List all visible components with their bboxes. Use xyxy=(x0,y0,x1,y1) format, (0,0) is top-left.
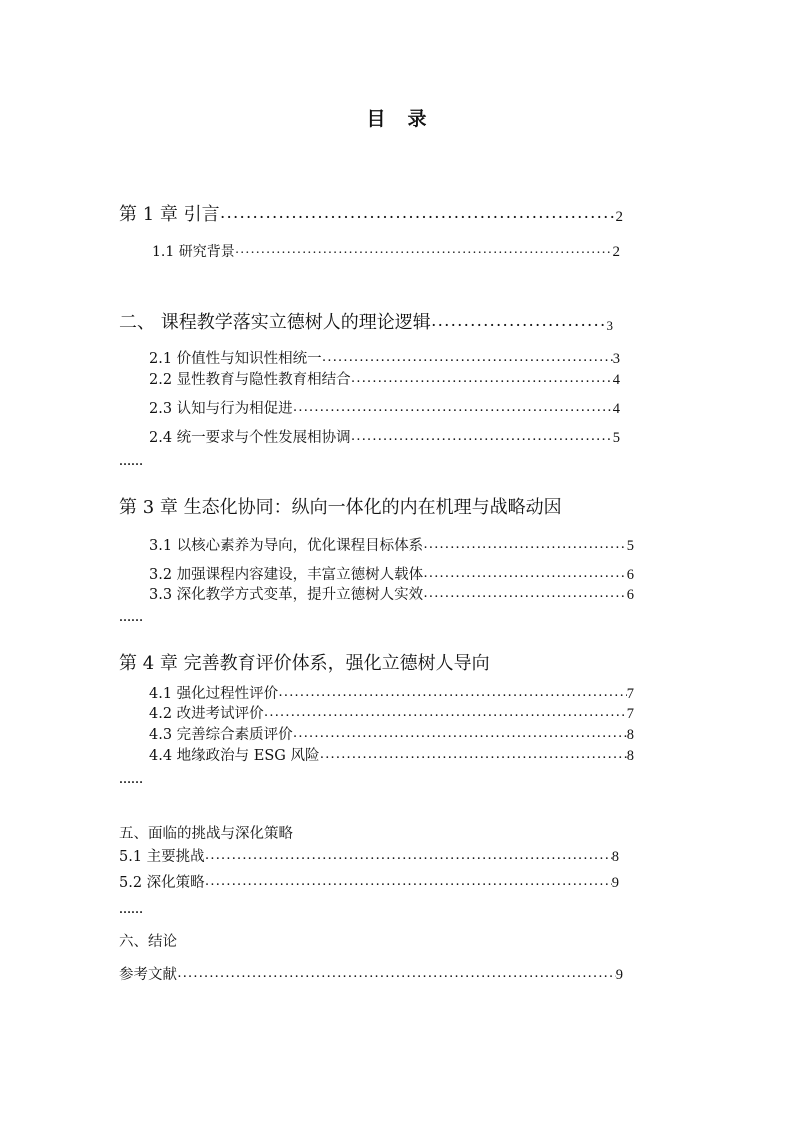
toc-entry-label: 4.3 完善综合素质评价 xyxy=(149,727,293,743)
toc-entry-chapter-4[interactable]: 第 4 章 完善教育评价体系，强化立德树人导向 xyxy=(119,653,490,674)
toc-entry-2-4[interactable] xyxy=(149,426,620,447)
toc-entry-chapter-6[interactable]: 六、结论 xyxy=(119,934,177,950)
toc-title-char-1: 目 xyxy=(366,108,386,130)
dot-leader xyxy=(293,730,627,745)
toc-entry-label: 4.2 改进考试评价 xyxy=(149,706,264,722)
toc-entry-label: 3.3 深化教学方式变革，提升立德树人实效 xyxy=(149,587,424,603)
dot-leader xyxy=(278,689,627,704)
toc-entry-label: 5.2 深化策略 xyxy=(119,875,205,891)
toc-entry-page: 8 xyxy=(626,748,634,764)
omitted-entries-ellipsis: …… xyxy=(119,902,143,916)
toc-entry-page: 6 xyxy=(626,567,634,583)
toc-entry-1-1[interactable] xyxy=(152,241,620,261)
toc-title xyxy=(0,104,793,131)
toc-entry-chapter-5[interactable]: 五、面临的挑战与深化策略 xyxy=(119,826,293,842)
toc-entry-label: 2.2 显性教育与隐性教育相结合 xyxy=(149,372,351,388)
toc-entry-label: 2.4 统一要求与个性发展相协调 xyxy=(149,430,351,446)
toc-entry-2-3[interactable] xyxy=(149,397,620,418)
toc-entry-chapter-3[interactable]: 第 3 章 生态化协同：纵向一体化的内在机理与战略动因 xyxy=(119,497,562,518)
toc-entry-page: 5 xyxy=(612,430,620,446)
toc-entry-label: 参考文献 xyxy=(119,967,177,983)
toc-entry-page: 2 xyxy=(615,209,623,225)
dot-leader xyxy=(351,433,613,448)
toc-entry-4-2[interactable] xyxy=(149,702,634,723)
toc-entry-label: 3.1 以核心素养为导向，优化课程目标体系 xyxy=(149,538,424,554)
toc-entry-chapter-1[interactable] xyxy=(119,200,623,226)
toc-entry-references[interactable] xyxy=(119,963,623,984)
dot-leader xyxy=(322,354,613,369)
toc-entry-label: 二、 课程教学落实立德树人的理论逻辑 xyxy=(119,312,431,333)
toc-entry-page: 3 xyxy=(612,351,620,367)
toc-entry-page: 7 xyxy=(626,706,634,722)
toc-entry-label: 5.1 主要挑战 xyxy=(119,849,205,865)
toc-entry-page: 4 xyxy=(612,401,620,417)
toc-entry-label: 4.1 强化过程性评价 xyxy=(149,686,279,702)
toc-entry-page: 3 xyxy=(606,318,613,333)
toc-entry-2-2[interactable] xyxy=(149,368,620,389)
toc-entry-label: 4.4 地缘政治与 ESG 风险 xyxy=(149,748,320,764)
toc-entry-label: 第 1 章 引言 xyxy=(119,204,220,225)
toc-entry-4-4[interactable] xyxy=(149,744,634,765)
toc-entry-label: 2.3 认知与行为相促进 xyxy=(149,401,293,417)
dot-leader xyxy=(423,590,627,605)
omitted-entries-ellipsis: …… xyxy=(119,610,143,624)
omitted-entries-ellipsis: …… xyxy=(119,454,143,468)
toc-entry-label: 3.2 加强课程内容建设，丰富立德树人载体 xyxy=(149,567,424,583)
toc-entry-4-1[interactable] xyxy=(149,682,634,703)
toc-entry-page: 9 xyxy=(611,875,619,891)
toc-entry-chapter-2[interactable] xyxy=(119,308,613,334)
dot-leader xyxy=(423,541,627,556)
toc-entry-4-3[interactable] xyxy=(149,723,634,744)
dot-leader xyxy=(264,709,627,724)
toc-entry-page: 4 xyxy=(612,372,620,388)
dot-leader xyxy=(205,852,612,867)
dot-leader xyxy=(220,208,616,226)
toc-entry-page: 5 xyxy=(626,538,634,554)
dot-leader xyxy=(177,970,616,985)
toc-entry-page: 6 xyxy=(626,587,634,603)
dot-leader xyxy=(293,404,613,419)
toc-entry-page: 8 xyxy=(626,727,634,743)
toc-entry-3-2[interactable] xyxy=(149,563,634,584)
toc-entry-page: 7 xyxy=(626,686,634,702)
toc-entry-label: 2.1 价值性与知识性相统一 xyxy=(149,351,322,367)
toc-entry-5-2[interactable] xyxy=(119,871,619,892)
toc-entry-page: 9 xyxy=(615,967,623,983)
toc-entry-page: 8 xyxy=(611,849,619,865)
dot-leader xyxy=(351,375,613,390)
toc-entry-label: 1.1 研究背景 xyxy=(152,244,235,260)
toc-entry-page: 2 xyxy=(612,244,620,260)
toc-entry-2-1[interactable] xyxy=(149,347,620,368)
toc-entry-3-3[interactable] xyxy=(149,583,634,604)
dot-leader xyxy=(205,878,612,893)
toc-entry-5-1[interactable] xyxy=(119,845,619,866)
toc-title-char-2: 录 xyxy=(407,108,427,130)
dot-leader xyxy=(320,751,627,766)
dot-leader xyxy=(423,570,627,585)
toc-entry-3-1[interactable] xyxy=(149,534,634,555)
dot-leader xyxy=(431,316,607,334)
dot-leader xyxy=(235,247,613,261)
omitted-entries-ellipsis: …… xyxy=(119,772,143,786)
